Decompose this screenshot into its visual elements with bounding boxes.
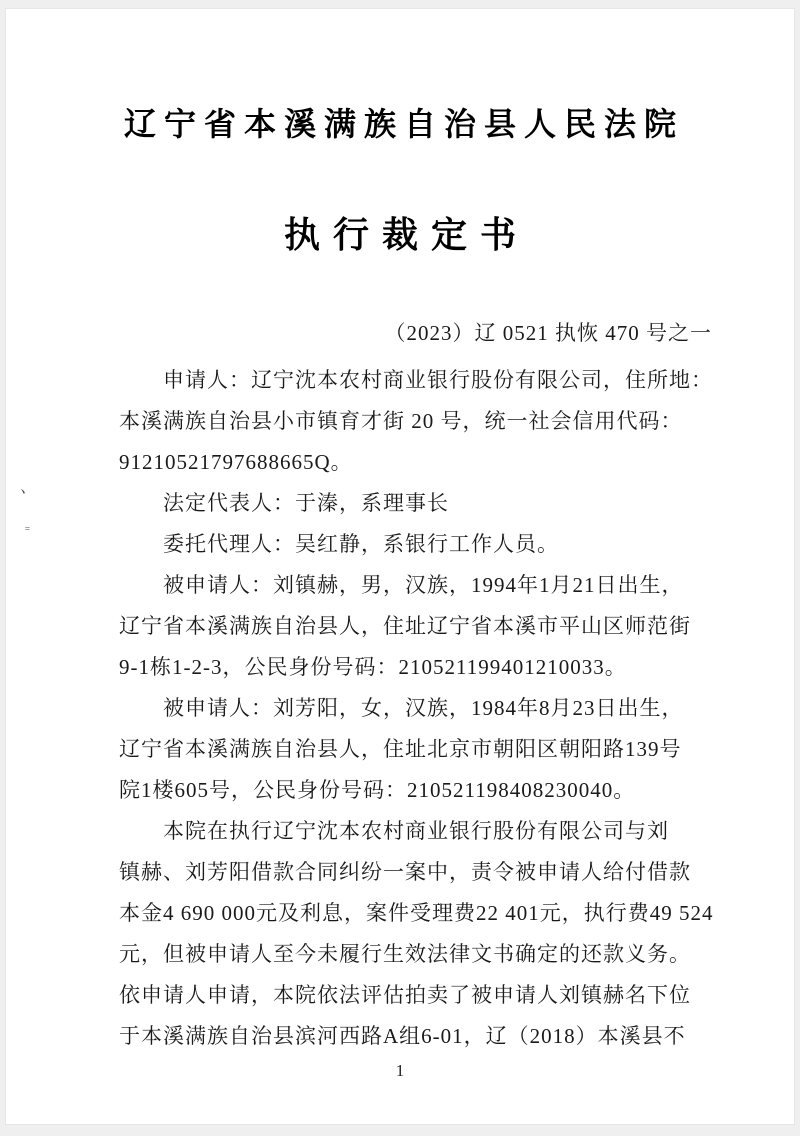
body-line: 依申请人申请，本院依法评估拍卖了被申请人刘镇赫名下位 (119, 983, 691, 1007)
case-number: （2023）辽 0521 执恢 470 号之一 (384, 321, 712, 345)
body-line-agent: 委托代理人：吴红静，系银行工作人员。 (163, 532, 559, 556)
body-line: 本溪满族自治县小市镇育才街 20 号，统一社会信用代码： (119, 409, 683, 433)
body-line-applicant: 申请人：辽宁沈本农村商业银行股份有限公司，住所地： (163, 368, 713, 392)
body-line: 辽宁省本溪满族自治县人，住址北京市朝阳区朝阳路139号 (119, 737, 682, 761)
body-line-respondent-1: 被申请人：刘镇赫，男，汉族，1994年1月21日出生， (163, 573, 684, 597)
body-line-case-summary: 本院在执行辽宁沈本农村商业银行股份有限公司与刘 (163, 819, 669, 843)
body-line: 本金4 690 000元及利息，案件受理费22 401元，执行费49 524 (119, 901, 714, 925)
court-name-title: 辽宁省本溪满族自治县人民法院 (123, 106, 684, 142)
body-line: 镇赫、刘芳阳借款合同纠纷一案中，责令被申请人给付借款 (119, 860, 691, 884)
page-number: 1 (395, 1061, 405, 1080)
document-body (6, 360, 794, 1057)
body-line: 元，但被申请人至今未履行生效法律文书确定的还款义务。 (119, 942, 691, 966)
body-line: 9-1栋1-2-3，公民身份号码：210521199401210033。 (119, 655, 627, 679)
body-line: 于本溪满族自治县滨河西路A组6-01，辽（2018）本溪县不 (119, 1024, 686, 1048)
document-page (5, 8, 795, 1125)
body-line-respondent-2: 被申请人：刘芳阳，女，汉族，1984年8月23日出生， (163, 696, 684, 720)
document-type-title: 执行裁定书 (283, 215, 529, 255)
stray-pen-mark-icon: ﹦ (22, 522, 33, 534)
body-line: 院1楼605号，公民身份号码：210521198408230040。 (119, 778, 636, 802)
body-line: 91210521797688665Q。 (119, 450, 353, 474)
body-line-legal-representative: 法定代表人：于溱，系理事长 (163, 491, 449, 515)
body-line: 辽宁省本溪满族自治县人，住址辽宁省本溪市平山区师范街 (119, 614, 691, 638)
stray-pen-mark-icon: 、 (19, 478, 38, 499)
